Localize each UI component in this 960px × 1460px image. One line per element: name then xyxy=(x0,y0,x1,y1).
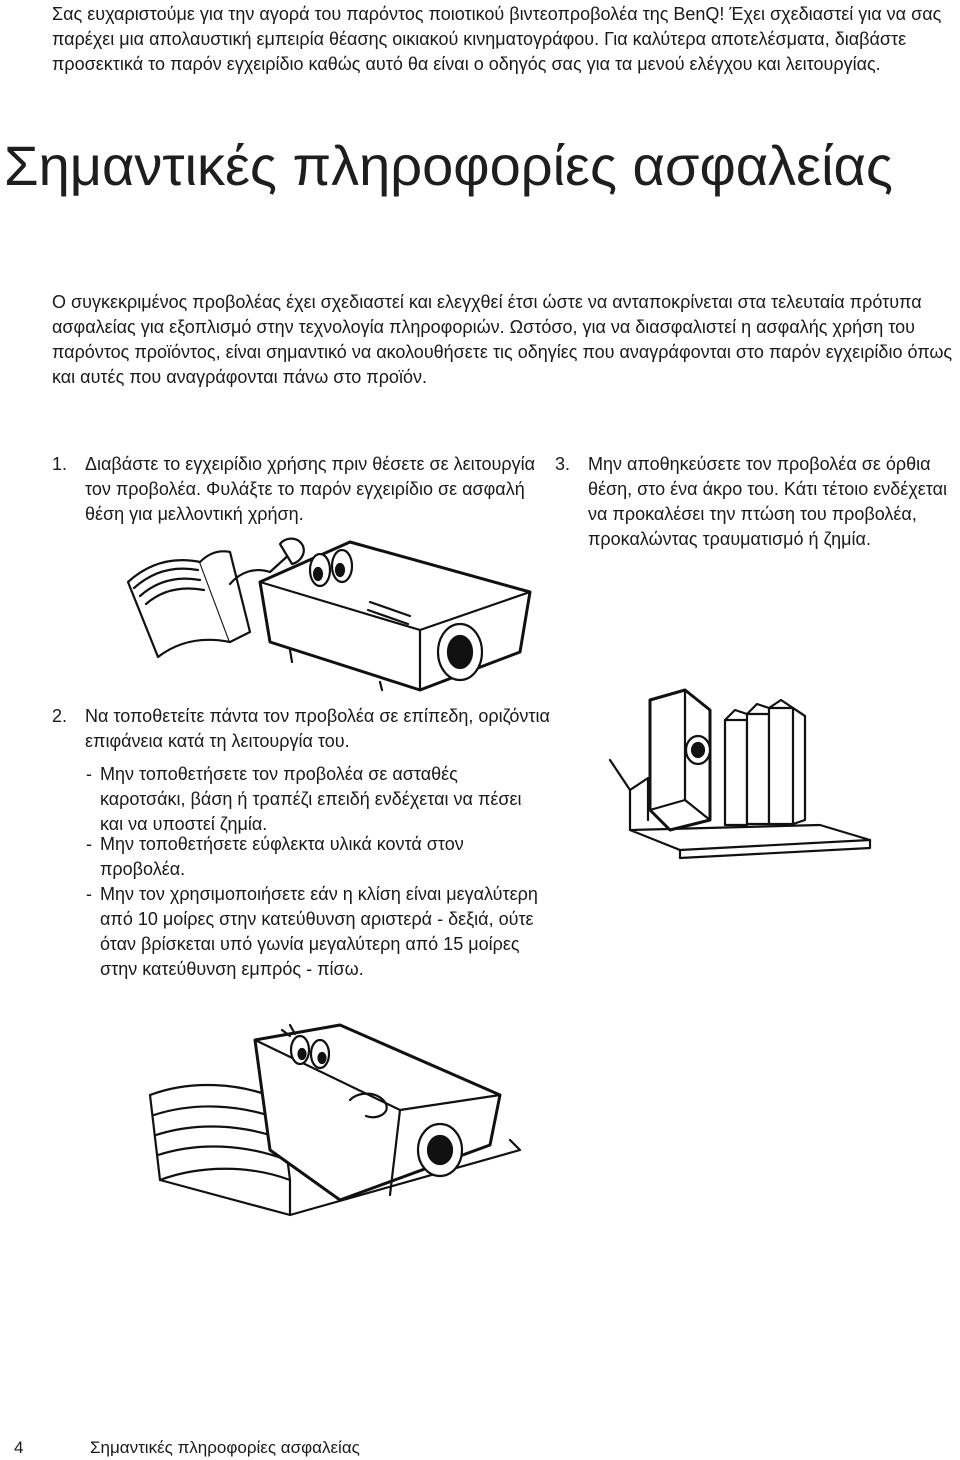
sub-list-item xyxy=(86,832,546,882)
tilted-projector-illustration xyxy=(140,1020,540,1220)
dash: - xyxy=(86,834,92,854)
sub-item-text: Μην τοποθετήσετε τον προβολέα σε ασταθές καροτσάκι, βάση ή τραπέζι επειδή ενδέχεται να πέσει και να υποστεί ζημία. xyxy=(100,764,522,834)
item-text: Μην αποθηκεύσετε τον προβολέα σε όρθια θέση, στο ένα άκρο του. Κάτι τέτοιο ενδέχεται να προκαλέσει την πτώση του προβολέα, προκαλώντας τραυματισμό ή ζημία. xyxy=(588,454,948,549)
projector-reading-manual-illustration xyxy=(120,522,540,692)
page-number: 4 xyxy=(14,1438,24,1457)
item-text: Διαβάστε το εγχειρίδιο χρήσης πριν θέσετε σε λειτουργία τον προβολέα. Φυλάξτε το παρόν εγχειρίδιο σε ασφαλή θέση για μελλοντική χρήση. xyxy=(85,454,536,524)
page-title: Σημαντικές πληροφορίες ασφαλείας xyxy=(4,134,893,197)
item-number: 2. xyxy=(52,706,68,726)
upright-projector-shelf-illustration xyxy=(600,680,900,860)
sub-list-item xyxy=(86,762,546,837)
intro-paragraph: Σας ευχαριστούμε για την αγορά του παρόντος ποιοτικού βιντεοπροβολέα της BenQ! Έχει σχεδιαστεί για να σας παρέχει μια απολαυστική εμπειρία θέασης οικιακού κινηματογράφου. Για καλύτερα αποτελέσματα, διαβάστε προσεκτικά το παρόν εγχειρίδιο καθώς αυτό θα είναι ο οδηγός σας για τα μενού ελέγχου και λειτουργίας. xyxy=(52,4,942,74)
item-text: Να τοποθετείτε πάντα τον προβολέα σε επίπεδη, οριζόντια επιφάνεια κατά τη λειτουργία του. xyxy=(85,706,550,751)
dash: - xyxy=(86,764,92,784)
sub-list-item xyxy=(86,882,546,982)
list-item xyxy=(52,452,542,527)
dash: - xyxy=(86,884,92,904)
safety-paragraph: Ο συγκεκριμένος προβολέας έχει σχεδιαστεί και ελεγχθεί έτσι ώστε να ανταποκρίνεται στα τελευταία πρότυπα ασφαλείας για εξοπλισμό στην τεχνολογία πληροφοριών. Ωστόσο, για να διασφαλιστεί η ασφαλής χρήση του παρόντος προϊόντος, είναι σημαντικό να ακολουθήσετε τις οδηγίες που αναγράφονται στο παρόν εγχειρίδιο όπως και αυτές που αναγράφονται πάνω στο προϊόν. xyxy=(52,292,953,387)
footer-section-title: Σημαντικές πληροφορίες ασφαλείας xyxy=(90,1438,360,1457)
sub-item-text: Μην τον χρησιμοποιήσετε εάν η κλίση είναι μεγαλύτερη από 10 μοίρες στην κατεύθυνση αριστερά - δεξιά, ούτε όταν βρίσκεται υπό γωνία μεγαλύτερη από 15 μοίρες στην κατεύθυνση εμπρός - πίσω. xyxy=(100,884,538,979)
list-item xyxy=(555,452,960,552)
list-item xyxy=(52,704,552,754)
sub-item-text: Μην τοποθετήσετε εύφλεκτα υλικά κοντά στον προβολέα. xyxy=(100,834,464,879)
item-number: 1. xyxy=(52,454,68,474)
item-number: 3. xyxy=(555,454,571,474)
